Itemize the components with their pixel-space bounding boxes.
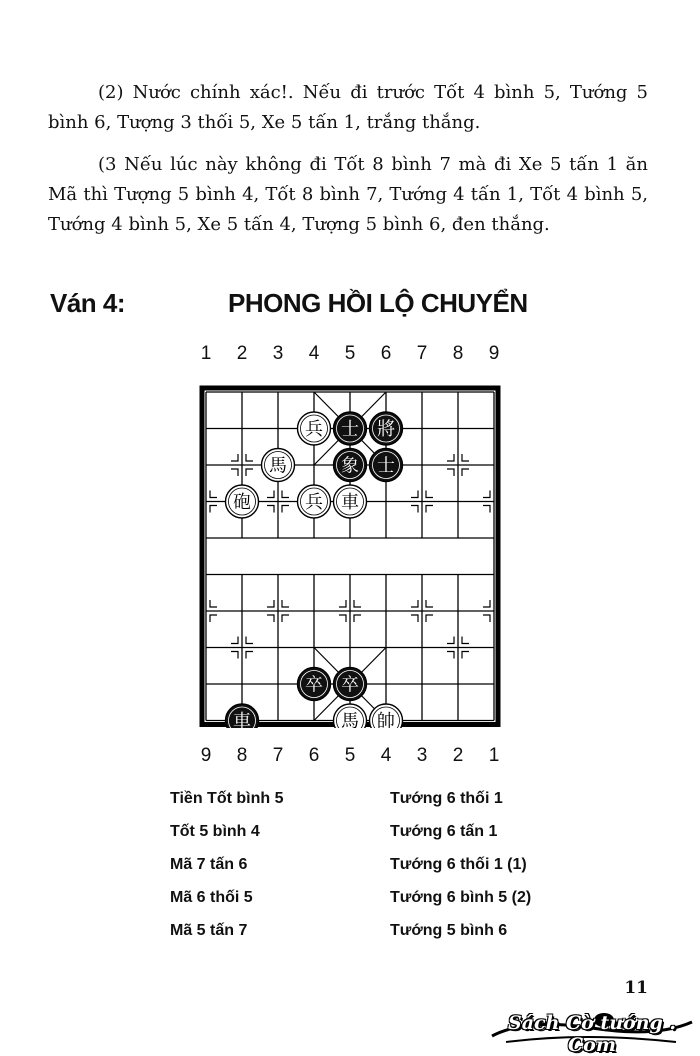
position-marker <box>483 491 490 498</box>
xiangqi-board <box>196 382 504 728</box>
piece-char: 車 <box>233 711 251 728</box>
file-number: 8 <box>452 343 464 364</box>
position-marker <box>447 652 454 659</box>
position-marker <box>246 469 253 476</box>
position-marker <box>246 454 253 461</box>
watermark-text: Sách Cờ tướng . Com <box>507 1012 677 1056</box>
position-marker <box>267 491 274 498</box>
position-marker <box>411 491 418 498</box>
position-marker <box>426 491 433 498</box>
piece-char: 士 <box>377 455 395 477</box>
position-marker <box>462 454 469 461</box>
piece-char: 卒 <box>341 674 359 696</box>
white-move: Tốt 5 bình 4 <box>170 823 260 840</box>
file-number: 5 <box>344 343 356 364</box>
position-marker <box>447 637 454 644</box>
page-number: 11 <box>624 978 648 998</box>
position-marker <box>483 506 490 513</box>
file-number: 9 <box>488 343 500 364</box>
position-marker <box>267 615 274 622</box>
file-number: 2 <box>452 745 464 766</box>
position-marker <box>483 615 490 622</box>
position-marker <box>447 469 454 476</box>
file-number: 6 <box>308 745 320 766</box>
position-marker <box>426 600 433 607</box>
position-marker <box>246 652 253 659</box>
piece-char: 砲 <box>233 492 251 513</box>
black-move: Tướng 6 thối 1 (1) <box>390 856 527 873</box>
black-move: Tướng 5 bình 6 <box>390 922 508 939</box>
position-marker <box>210 600 217 607</box>
moves-black-column <box>390 782 531 947</box>
file-number: 5 <box>344 745 356 766</box>
position-marker <box>483 600 490 607</box>
file-number: 1 <box>200 343 212 364</box>
position-marker <box>210 491 217 498</box>
file-numbers-top <box>0 343 700 367</box>
piece-char: 帥 <box>377 711 395 728</box>
position-marker <box>282 615 289 622</box>
position-marker <box>411 615 418 622</box>
position-marker <box>282 600 289 607</box>
watermark-logo <box>486 1010 698 1056</box>
position-marker <box>354 615 361 622</box>
note-paragraph-3: (3 Nếu lúc này không đi Tốt 8 bình 7 mà đi Xe 5 tấn 1 ăn Mã thì Tượng 5 bình 4, Tốt 8 bình 7, Tướng 4 tấn 1, Tốt 4 bình 5, Tướng 4 bình 5, Xe 5 tấn 4, Tượng 5 bình 6, đen thắng. <box>48 154 648 235</box>
position-marker <box>411 600 418 607</box>
position-marker <box>411 506 418 513</box>
piece-char: 士 <box>341 419 359 440</box>
white-move: Mã 7 tấn 6 <box>170 856 248 873</box>
piece-char: 將 <box>377 419 395 440</box>
black-move: Tướng 6 tấn 1 <box>390 823 498 840</box>
position-marker <box>282 491 289 498</box>
moves-white-column <box>170 782 283 947</box>
black-move: Tướng 6 bình 5 (2) <box>390 889 532 906</box>
position-marker <box>462 652 469 659</box>
game-label: Ván 4: <box>50 288 126 318</box>
position-marker <box>231 454 238 461</box>
position-marker <box>267 506 274 513</box>
file-number: 1 <box>488 745 500 766</box>
file-number: 8 <box>236 745 248 766</box>
piece-char: 車 <box>341 492 359 513</box>
piece-char: 象 <box>341 455 359 477</box>
position-marker <box>426 615 433 622</box>
position-marker <box>282 506 289 513</box>
file-number: 3 <box>416 745 428 766</box>
file-number: 7 <box>272 745 284 766</box>
piece-char: 兵 <box>305 492 323 513</box>
position-marker <box>231 652 238 659</box>
position-marker <box>354 600 361 607</box>
file-number: 3 <box>272 343 284 364</box>
position-marker <box>246 637 253 644</box>
position-marker <box>339 600 346 607</box>
piece-char: 卒 <box>305 674 323 696</box>
piece-char: 馬 <box>341 711 359 728</box>
position-marker <box>339 615 346 622</box>
black-move: Tướng 6 thối 1 <box>390 790 503 807</box>
white-move: Tiền Tốt bình 5 <box>170 790 284 807</box>
position-marker <box>462 637 469 644</box>
piece-char: 兵 <box>305 419 323 440</box>
note-paragraph-2: (2) Nước chính xác!. Nếu đi trước Tốt 4 bình 5, Tướng 5 bình 6, Tượng 3 thối 5, Xe 5 tấn 1, trắng thắng. <box>48 82 648 133</box>
white-move: Mã 5 tấn 7 <box>170 922 248 939</box>
position-marker <box>462 469 469 476</box>
file-number: 7 <box>416 343 428 364</box>
file-numbers-bottom <box>0 745 700 769</box>
file-number: 4 <box>308 343 320 364</box>
game-title: PHONG HỒI LỘ CHUYỂN <box>228 288 528 318</box>
file-number: 9 <box>200 745 212 766</box>
position-marker <box>267 600 274 607</box>
position-marker <box>231 637 238 644</box>
position-marker <box>210 506 217 513</box>
piece-char: 馬 <box>269 455 287 477</box>
position-marker <box>231 469 238 476</box>
file-number: 4 <box>380 745 392 766</box>
file-number: 2 <box>236 343 248 364</box>
file-number: 6 <box>380 343 392 364</box>
position-marker <box>447 454 454 461</box>
position-marker <box>426 506 433 513</box>
white-move: Mã 6 thối 5 <box>170 889 253 906</box>
position-marker <box>210 615 217 622</box>
